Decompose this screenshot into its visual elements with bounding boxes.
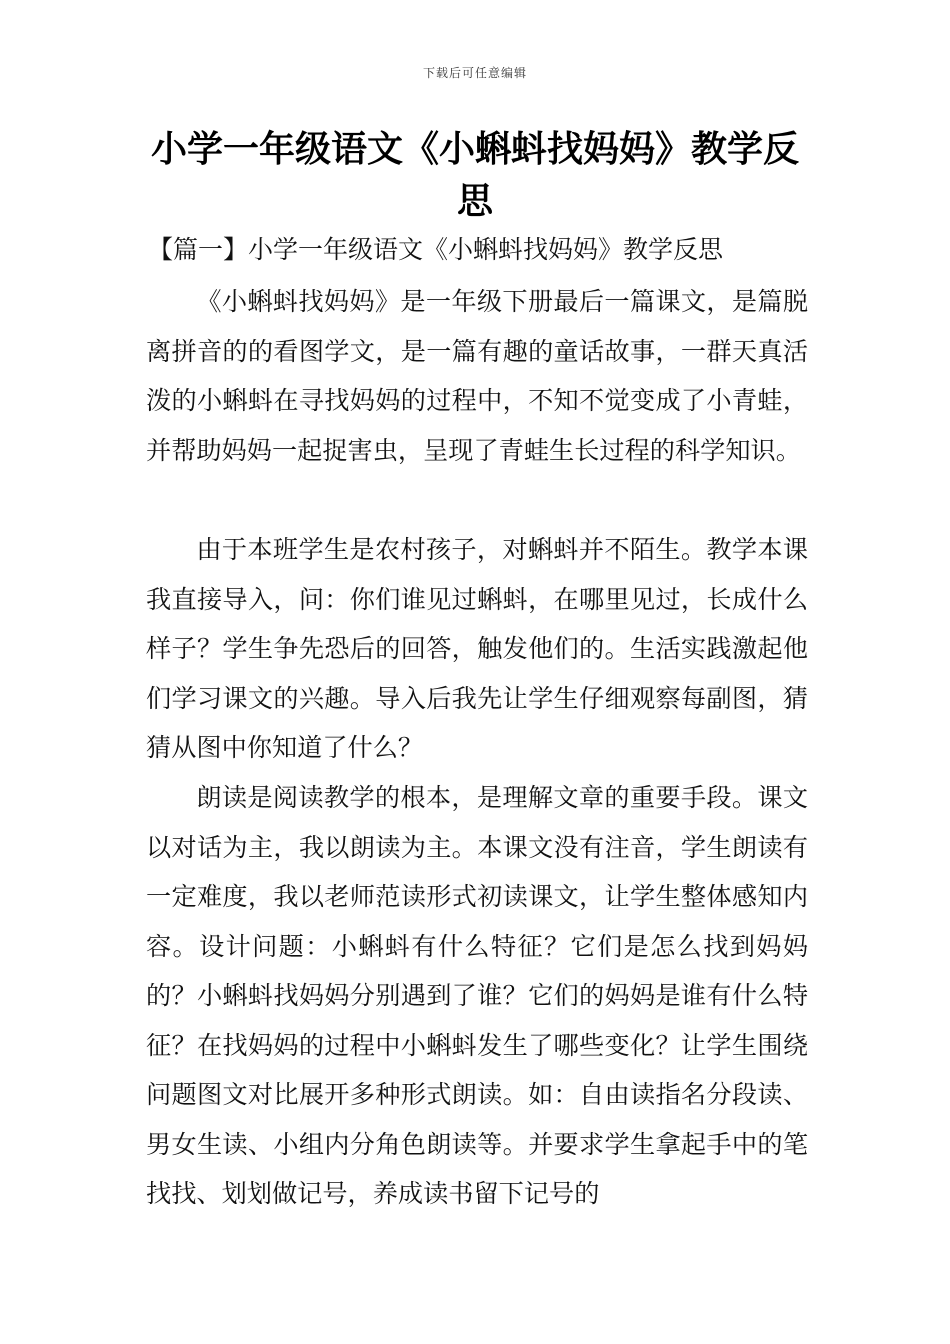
- document-title: 小学一年级语文《小蝌蚪找妈妈》教学反思: [150, 129, 799, 222]
- paragraph-2: 由于本班学生是农村孩子，对蝌蚪并不陌生。教学本课我直接导入，问：你们谁见过蝌蚪，在哪里见过，长成什么样子？学生争先恐后的回答，触发他们的。生活实践激起他们学习课文的兴趣。导入后我先让学生仔细观察每副图，猜猜从图中你知道了什么？: [146, 535, 808, 762]
- header-note: 下载后可任意编辑: [422, 66, 527, 80]
- paragraph-3: 朗读是阅读教学的根本，是理解文章的重要手段。课文以对话为主，我以朗读为主。本课文没有注音，学生朗读有一定难度，我以老师范读形式初读课文，让学生整体感知内容。设计问题：小蝌蚪有什么特征？它们是怎么找到妈妈的？小蝌蚪找妈妈分别遇到了谁？它们的妈妈是谁有什么特征？在找妈妈的过程中小蝌蚪发生了哪些变化？让学生围绕问题图文对比展开多种形式朗读。如：自由读指名分段读、男女生读、小组内分角色朗读等。并要求学生拿起手中的笔找找、划划做记号，养成读书留下记号的: [146, 783, 808, 1208]
- paragraph-1: 《小蝌蚪找妈妈》是一年级下册最后一篇课文，是篇脱离拼音的的看图学文，是一篇有趣的童话故事，一群天真活泼的小蝌蚪在寻找妈妈的过程中，不知不觉变成了小青蛙，并帮助妈妈一起捉害虫，呈现了青蛙生长过程的科学知识。: [146, 287, 808, 465]
- section-heading: 【篇一】小学一年级语文《小蝌蚪找妈妈》教学反思: [148, 235, 724, 264]
